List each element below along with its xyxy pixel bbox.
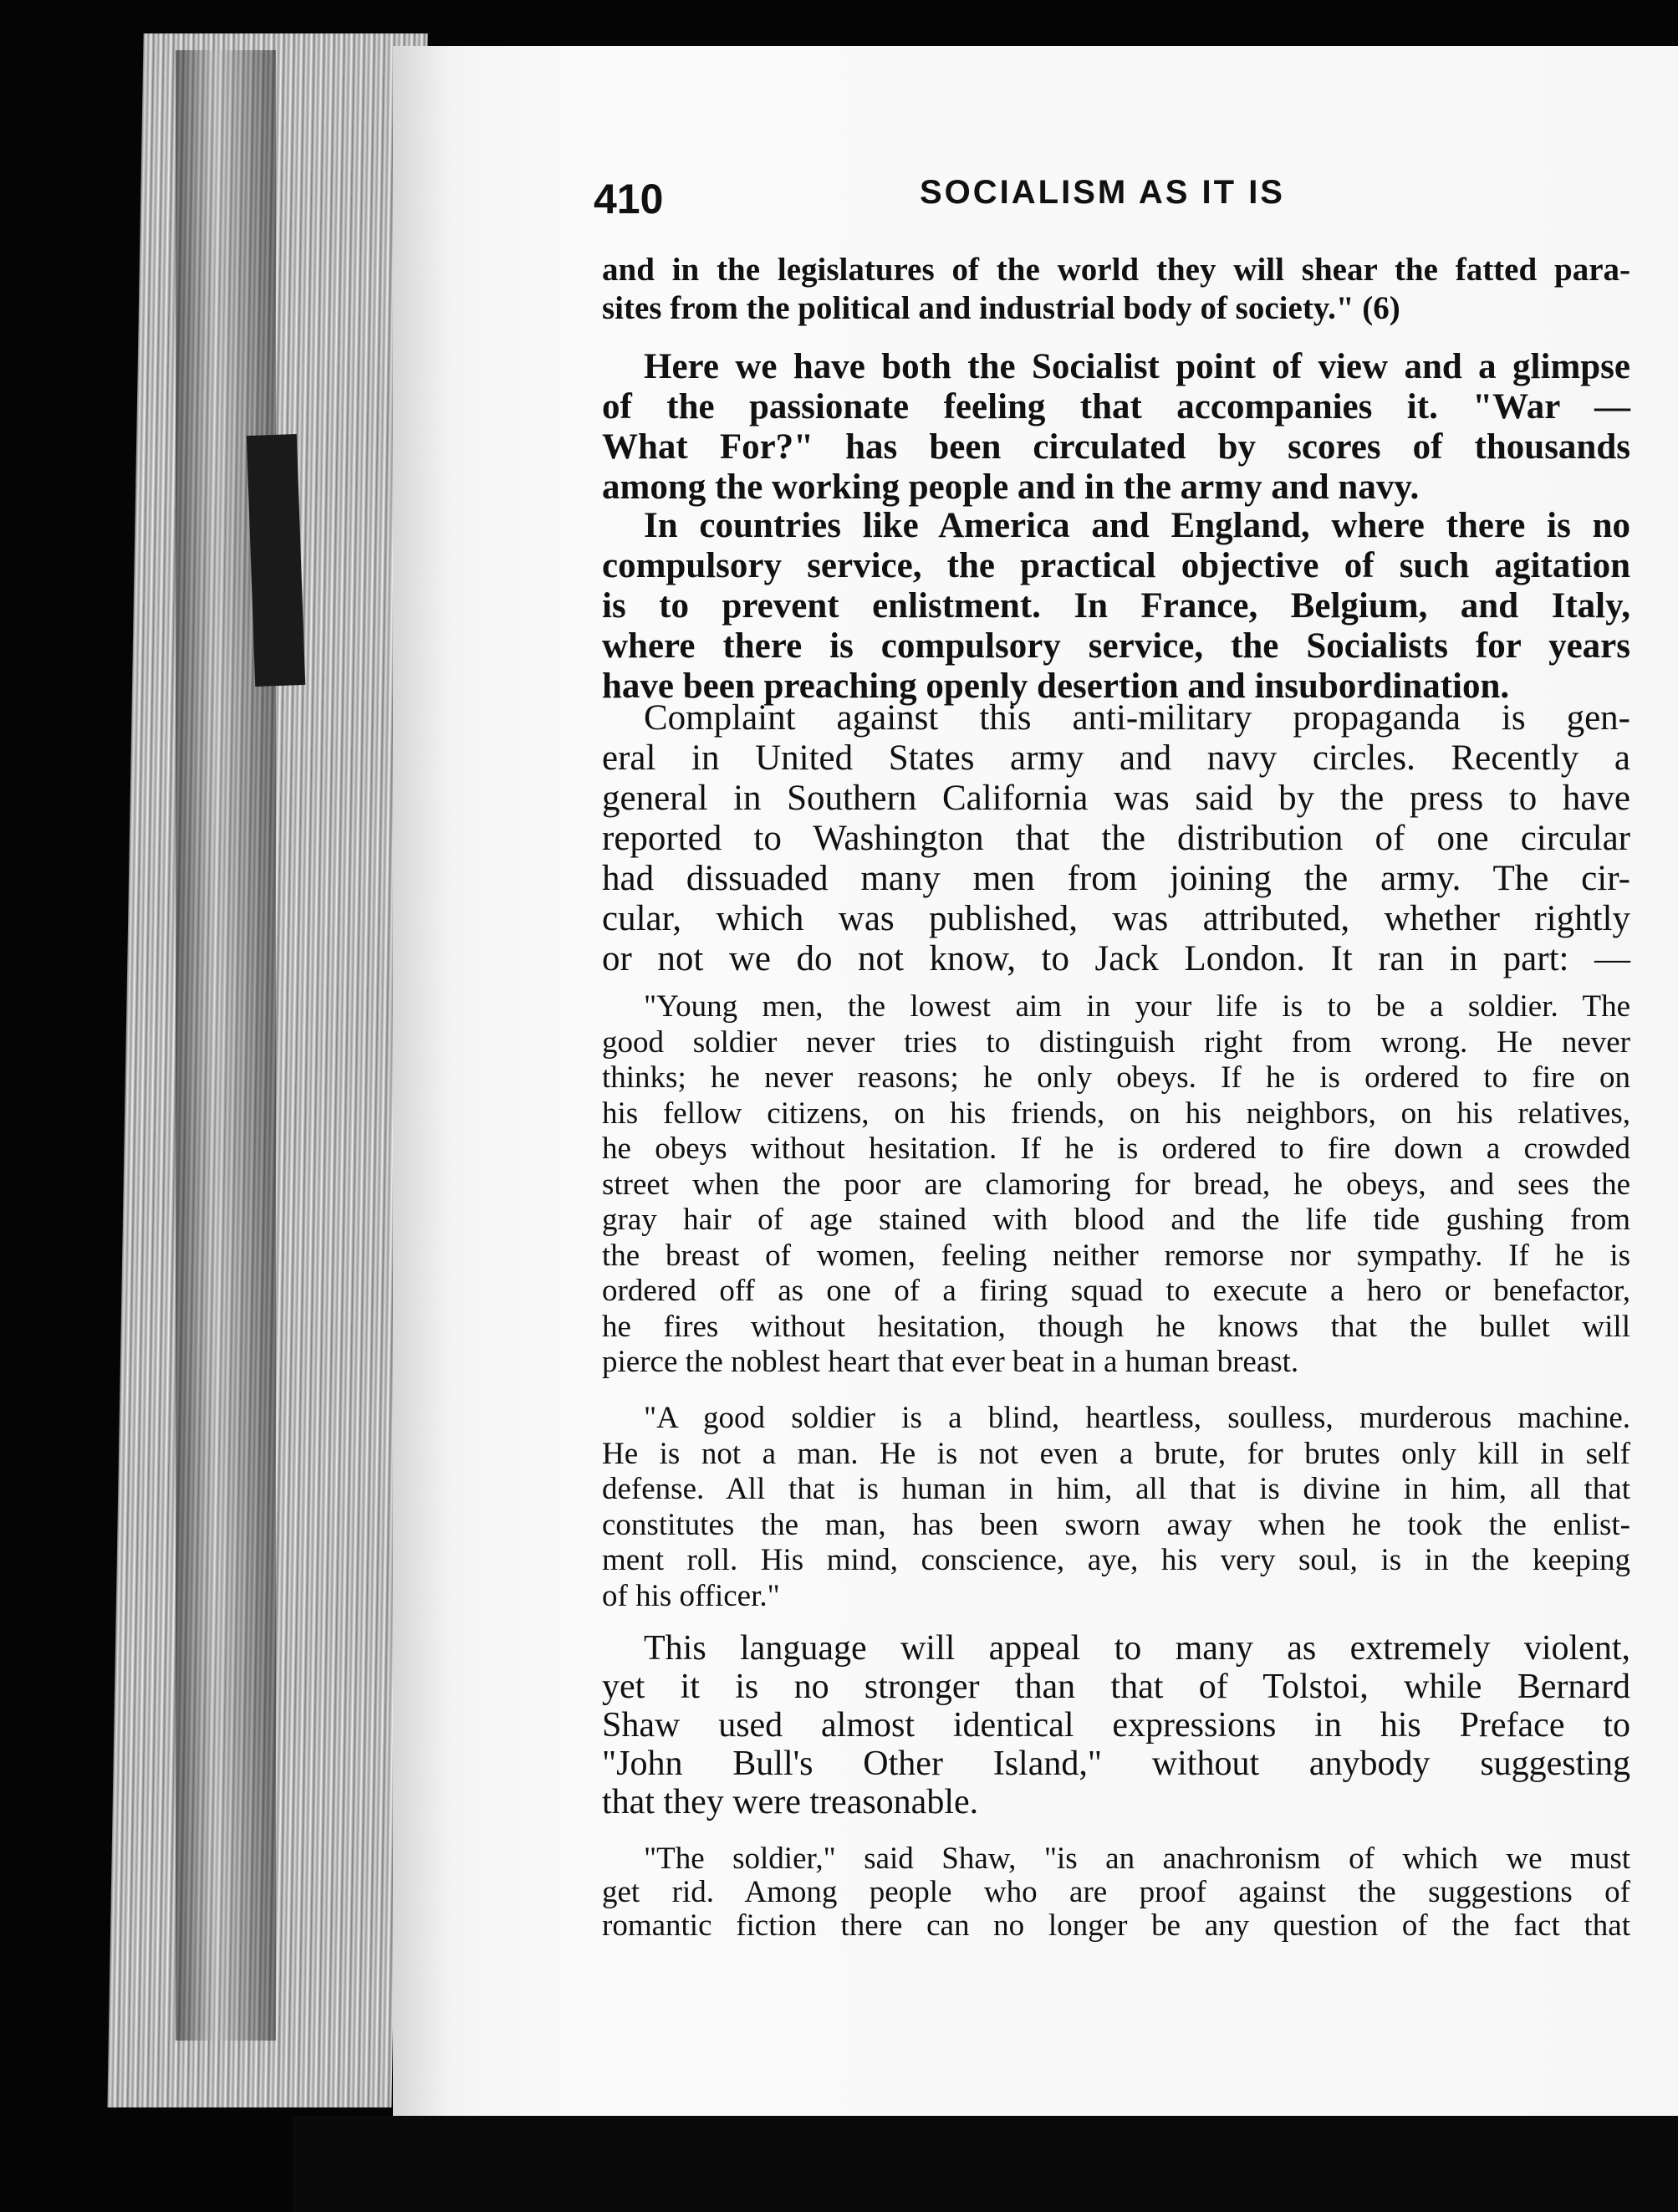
text-line: among the working people and in the army and navy. bbox=[602, 467, 1420, 507]
text-line: This language will appeal to many as extremely violent, bbox=[644, 1629, 1630, 1668]
text-line: "The soldier," said Shaw, "is an anachronism of which we must bbox=[644, 1842, 1630, 1876]
text-line: constitutes the man, has been sworn away when he took the enlist- bbox=[602, 1507, 1630, 1542]
text-line: that they were treasonable. bbox=[602, 1783, 979, 1821]
text-line: good soldier never tries to distinguish right from wrong. He never bbox=[602, 1024, 1630, 1060]
text-line: where there is compulsory service, the Socialists for years bbox=[602, 626, 1630, 666]
text-line: thinks; he never reasons; he only obeys. If he is ordered to fire on bbox=[602, 1060, 1630, 1095]
text-line: Shaw used almost identical expressions in his Preface to bbox=[602, 1706, 1630, 1745]
page-number: 410 bbox=[594, 176, 664, 222]
text-line: "John Bull's Other Island," without anybody suggesting bbox=[602, 1745, 1630, 1783]
text-line: or not we do not know, to Jack London. It ran in part: — bbox=[602, 939, 1630, 978]
text-line: general in Southern California was said by the press to have bbox=[602, 779, 1630, 818]
text-line: Here we have both the Socialist point of view and a glimpse bbox=[644, 347, 1630, 386]
text-line: "Young men, the lowest aim in your life is to be a soldier. The bbox=[644, 989, 1630, 1024]
spine-label bbox=[247, 434, 305, 687]
paragraph-3 bbox=[602, 506, 1630, 707]
quotation-1 bbox=[602, 989, 1630, 1381]
text-line: He is not a man. He is not even a brute, for brutes only kill in self bbox=[602, 1436, 1630, 1471]
text-line: he fires without hesitation, though he knows that the bullet will bbox=[602, 1309, 1630, 1344]
text-line: sites from the political and industrial body of society." (6) bbox=[602, 290, 1400, 326]
text-line: compulsory service, the practical objective of such agitation bbox=[602, 546, 1630, 585]
bottom-shadow bbox=[293, 2116, 1678, 2212]
text-line: get rid. Among people who are proof against the suggestions of bbox=[602, 1875, 1630, 1909]
paragraph-2 bbox=[602, 347, 1630, 508]
text-line: reported to Washington that the distribution of one circular bbox=[602, 819, 1630, 858]
text-line: ment roll. His mind, conscience, aye, his very soul, is in the keeping bbox=[602, 1543, 1630, 1577]
text-line: of his officer." bbox=[602, 1578, 780, 1613]
paragraph-4 bbox=[602, 698, 1630, 979]
running-title: SOCIALISM AS IT IS bbox=[920, 174, 1285, 211]
text-line: "A good soldier is a blind, heartless, soulless, murderous machine. bbox=[644, 1401, 1630, 1435]
text-line: yet it is no stronger than that of Tolstoi, while Bernard bbox=[602, 1668, 1630, 1706]
text-line: had dissuaded many men from joining the army. The cir- bbox=[602, 859, 1630, 898]
paragraph-1 bbox=[602, 251, 1630, 328]
text-line: cular, which was published, was attributed, whether rightly bbox=[602, 899, 1630, 938]
text-line: In countries like America and England, where there is no bbox=[644, 506, 1630, 545]
book-spine bbox=[176, 50, 276, 2041]
text-line: romantic fiction there can no longer be any question of the fact that bbox=[602, 1908, 1630, 1943]
text-line: he obeys without hesitation. If he is ordered to fire down a crowded bbox=[602, 1132, 1630, 1166]
text-line: Complaint against this anti-military propaganda is gen- bbox=[644, 698, 1630, 738]
text-line: gray hair of age stained with blood and the life tide gushing from bbox=[602, 1203, 1630, 1237]
quotation-2 bbox=[602, 1401, 1630, 1614]
text-line: have been preaching openly desertion and insubordination. bbox=[602, 667, 1510, 706]
quotation-3 bbox=[602, 1842, 1630, 1943]
text-line: his fellow citizens, on his friends, on his neighbors, on his relatives, bbox=[602, 1096, 1630, 1131]
text-line: ordered off as one of a firing squad to execute a hero or benefactor, bbox=[602, 1274, 1630, 1308]
text-line: and in the legislatures of the world they will shear the fatted para- bbox=[602, 252, 1630, 288]
text-line: the breast of women, feeling neither remorse nor sympathy. If he is bbox=[602, 1238, 1630, 1273]
text-line: pierce the noblest heart that ever beat in a human breast. bbox=[602, 1345, 1299, 1379]
text-line: street when the poor are clamoring for bread, he obeys, and sees the bbox=[602, 1167, 1630, 1202]
text-line: defense. All that is human in him, all that is divine in him, all that bbox=[602, 1472, 1630, 1506]
text-line: What For?" has been circulated by scores of thousands bbox=[602, 427, 1630, 467]
paragraph-5 bbox=[602, 1629, 1630, 1821]
text-line: is to prevent enlistment. In France, Belgium, and Italy, bbox=[602, 586, 1630, 626]
text-line: of the passionate feeling that accompanies it. "War — bbox=[602, 387, 1630, 427]
text-line: eral in United States army and navy circles. Recently a bbox=[602, 738, 1630, 778]
